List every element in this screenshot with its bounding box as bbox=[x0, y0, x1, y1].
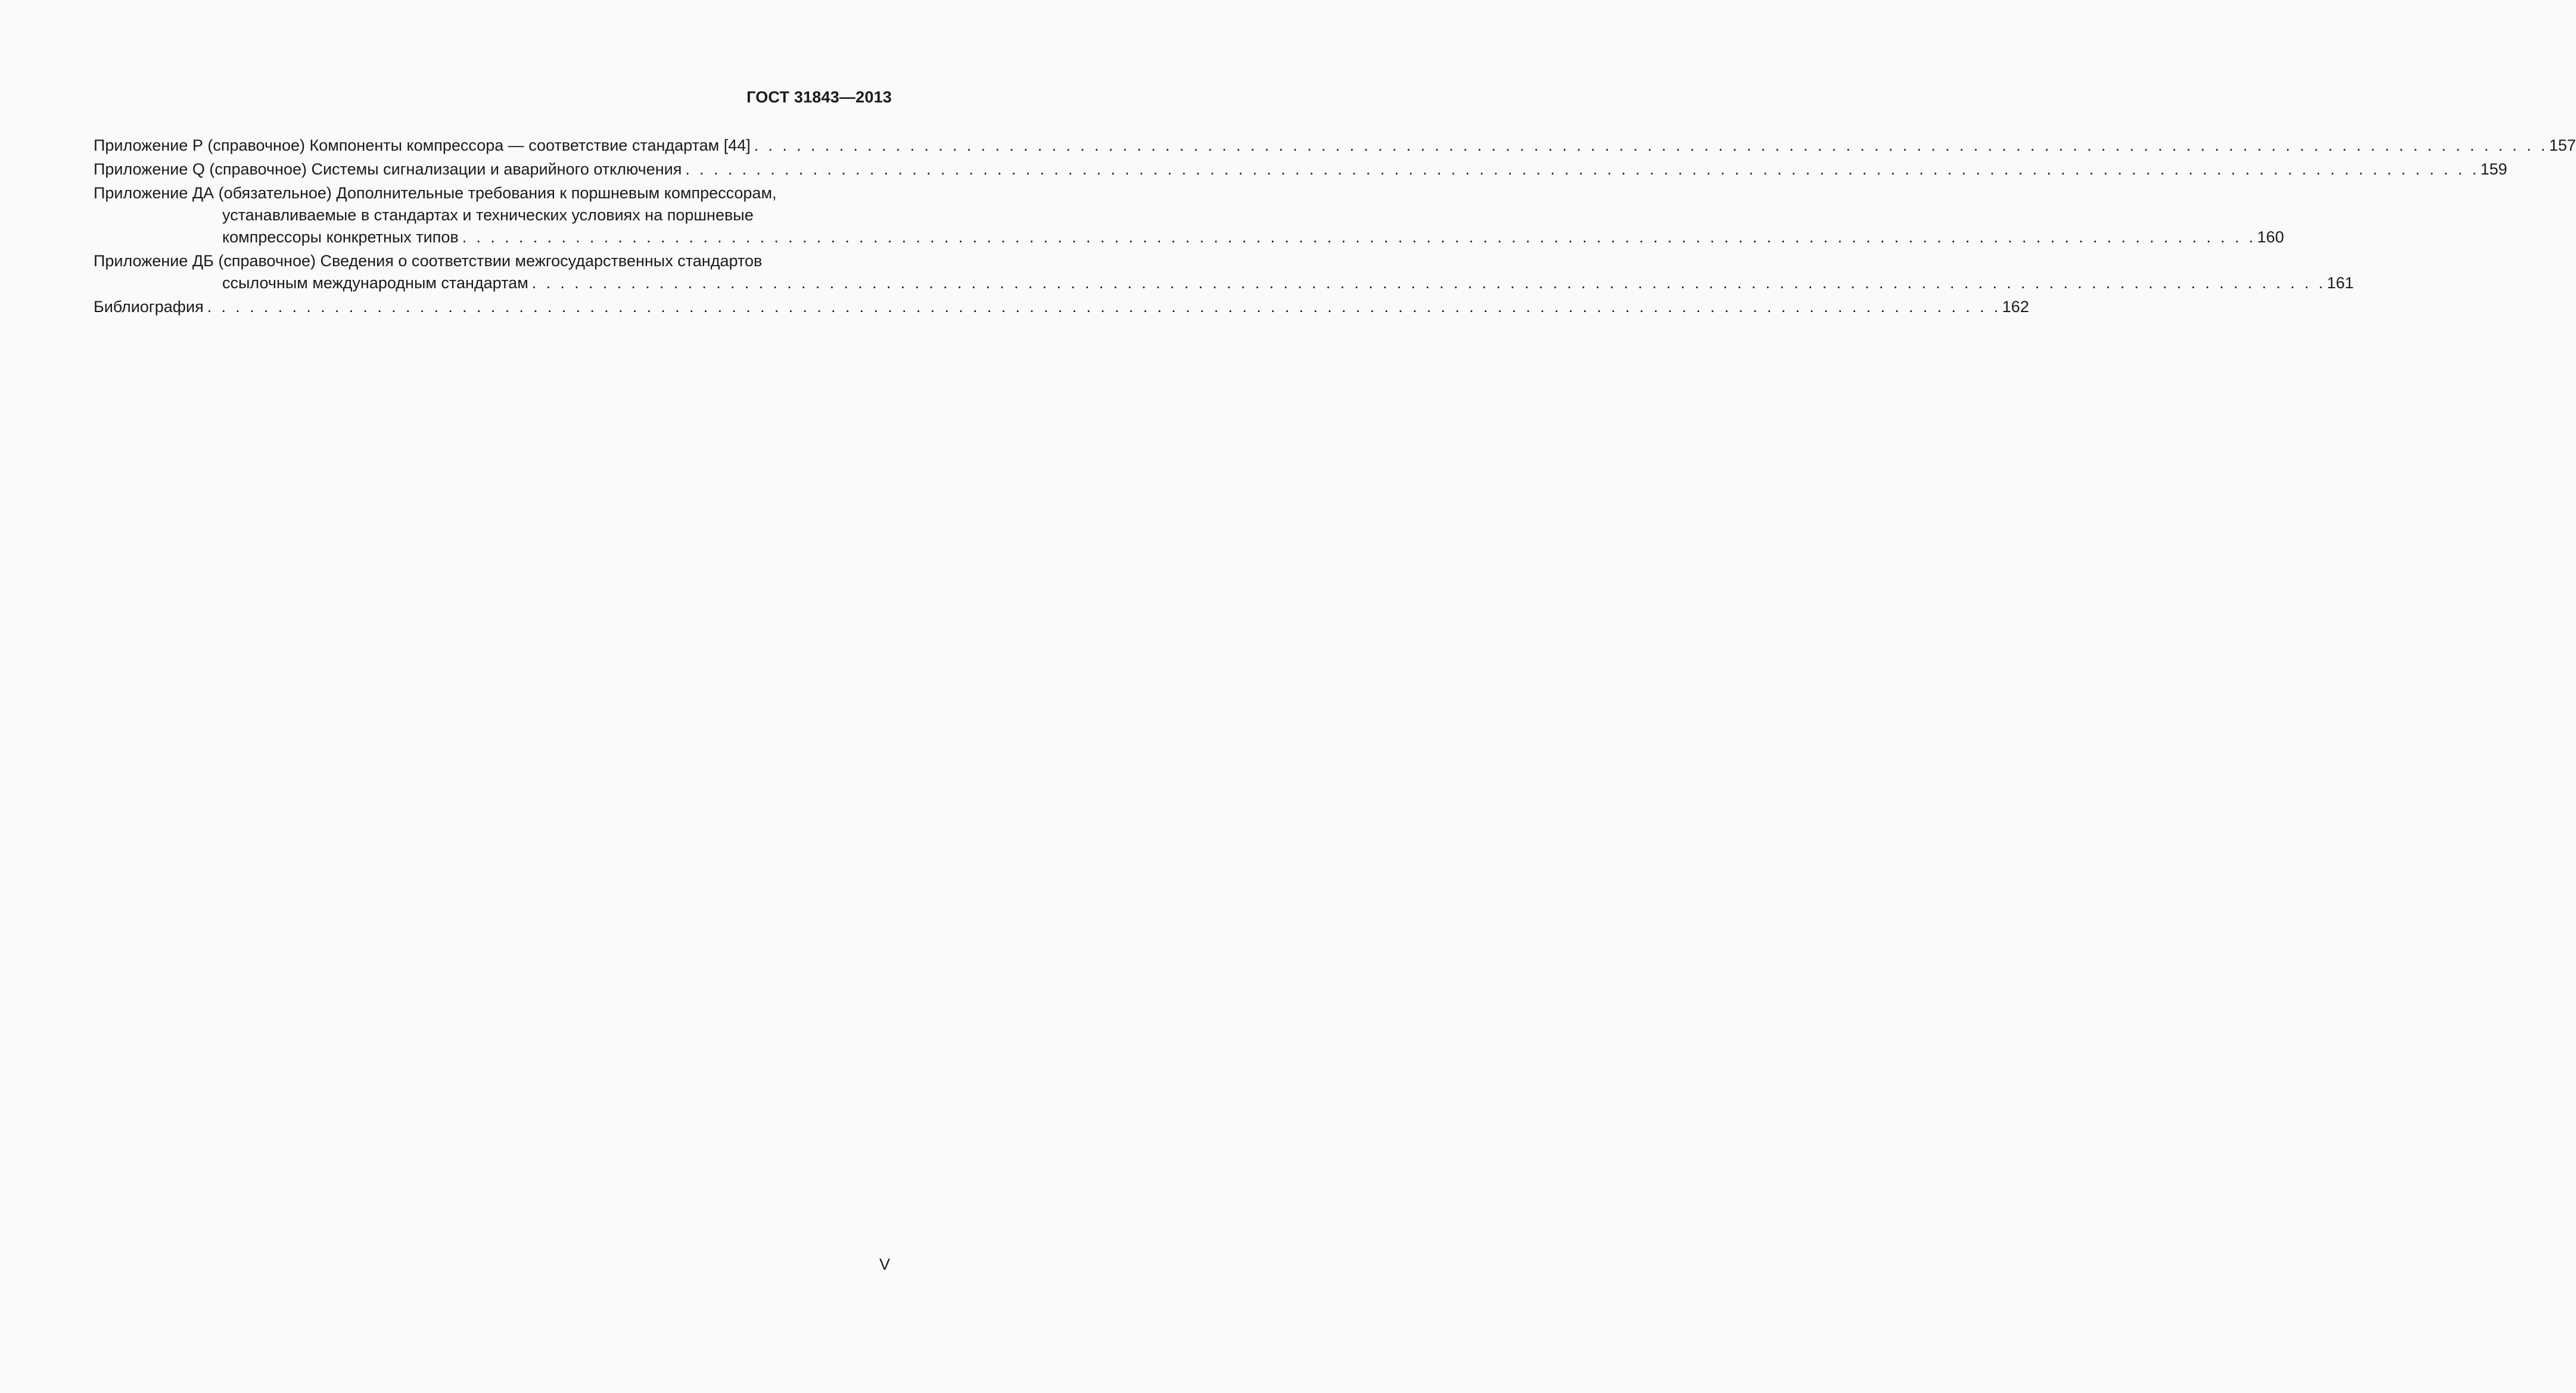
toc-entry-title: Приложение ДА (обязательное) Дополнительные требования к поршневым компрессорам, bbox=[94, 184, 777, 202]
toc-entry-line bbox=[94, 272, 2354, 294]
toc-leader-dots: . . . . . . . . . . . . . . . . . . . . . . . . . . . . . . . . . . . . . . . . . . . . . . . . . . . . . . . . . . . . . . . . . . . . . . . . . . . . . . . . . . . . . . . . . . . . . . . . . . . . . . . . . . . . . . . . . . . . . . . . . . . . . . . bbox=[207, 298, 2001, 316]
toc-entry-title: Приложение ДБ (справочное) Сведения о соответствии межгосударственных стандартов bbox=[94, 252, 763, 270]
toc-page-number: 160 bbox=[2257, 228, 2284, 246]
toc-entry-title-continuation: ссылочным международным стандартам bbox=[222, 274, 528, 292]
toc-entry-line bbox=[94, 226, 2284, 248]
toc-entry-title: Приложение Р (справочное) Компоненты компрессора — соответствие стандартам [44] bbox=[94, 136, 751, 154]
toc-entry-line bbox=[94, 158, 2507, 180]
toc-page-number: 159 bbox=[2480, 160, 2507, 178]
toc-entry-bibliography[interactable] bbox=[94, 296, 2029, 318]
toc-entry-title-continuation: устанавливаемые в стандартах и технических условиях на поршневые bbox=[222, 206, 754, 224]
document-code-header: ГОСТ 31843—2013 bbox=[746, 88, 892, 106]
page-number-roman: V bbox=[879, 1255, 890, 1273]
toc-leader-dots: . . . . . . . . . . . . . . . . . . . . . . . . . . . . . . . . . . . . . . . . . . . . . . . . . . . . . . . . . . . . . . . . . . . . . . . . . . . . . . . . . . . . . . . . . . . . . . . . . . . . . . . . . . . . . . . . . . . . . . . . . . . . . . . bbox=[531, 274, 2326, 292]
toc-entry-title-continuation: компрессоры конкретных типов bbox=[222, 228, 459, 246]
toc-page-number: 157 bbox=[2549, 136, 2576, 154]
table-of-contents bbox=[94, 135, 2576, 320]
toc-entry-line bbox=[94, 296, 2029, 318]
toc-leader-dots: . . . . . . . . . . . . . . . . . . . . . . . . . . . . . . . . . . . . . . . . . . . . . . . . . . . . . . . . . . . . . . . . . . . . . . . . . . . . . . . . . . . . . . . . . . . . . . . . . . . . . . . . . . . . . . . . . . . . . . . . . . . . . . . bbox=[685, 160, 2479, 178]
toc-page-number: 162 bbox=[2002, 298, 2029, 316]
toc-leader-dots: . . . . . . . . . . . . . . . . . . . . . . . . . . . . . . . . . . . . . . . . . . . . . . . . . . . . . . . . . . . . . . . . . . . . . . . . . . . . . . . . . . . . . . . . . . . . . . . . . . . . . . . . . . . . . . . . . . . . . . . . . . . . . . . bbox=[754, 136, 2548, 154]
toc-entry-title: Библиография bbox=[94, 298, 204, 316]
toc-entry-appendix-db[interactable] bbox=[94, 250, 2354, 294]
toc-entry-appendix-p[interactable] bbox=[94, 135, 2576, 157]
toc-entry-line bbox=[94, 135, 2576, 157]
toc-entry-title: Приложение Q (справочное) Системы сигнализации и аварийного отключения bbox=[94, 160, 682, 178]
toc-page-number: 161 bbox=[2326, 274, 2354, 292]
toc-entry-appendix-q[interactable] bbox=[94, 158, 2507, 180]
toc-leader-dots: . . . . . . . . . . . . . . . . . . . . . . . . . . . . . . . . . . . . . . . . . . . . . . . . . . . . . . . . . . . . . . . . . . . . . . . . . . . . . . . . . . . . . . . . . . . . . . . . . . . . . . . . . . . . . . . . . . . . . . . . . . . . . . . bbox=[462, 228, 2256, 246]
toc-entry-appendix-da[interactable] bbox=[94, 182, 2284, 248]
